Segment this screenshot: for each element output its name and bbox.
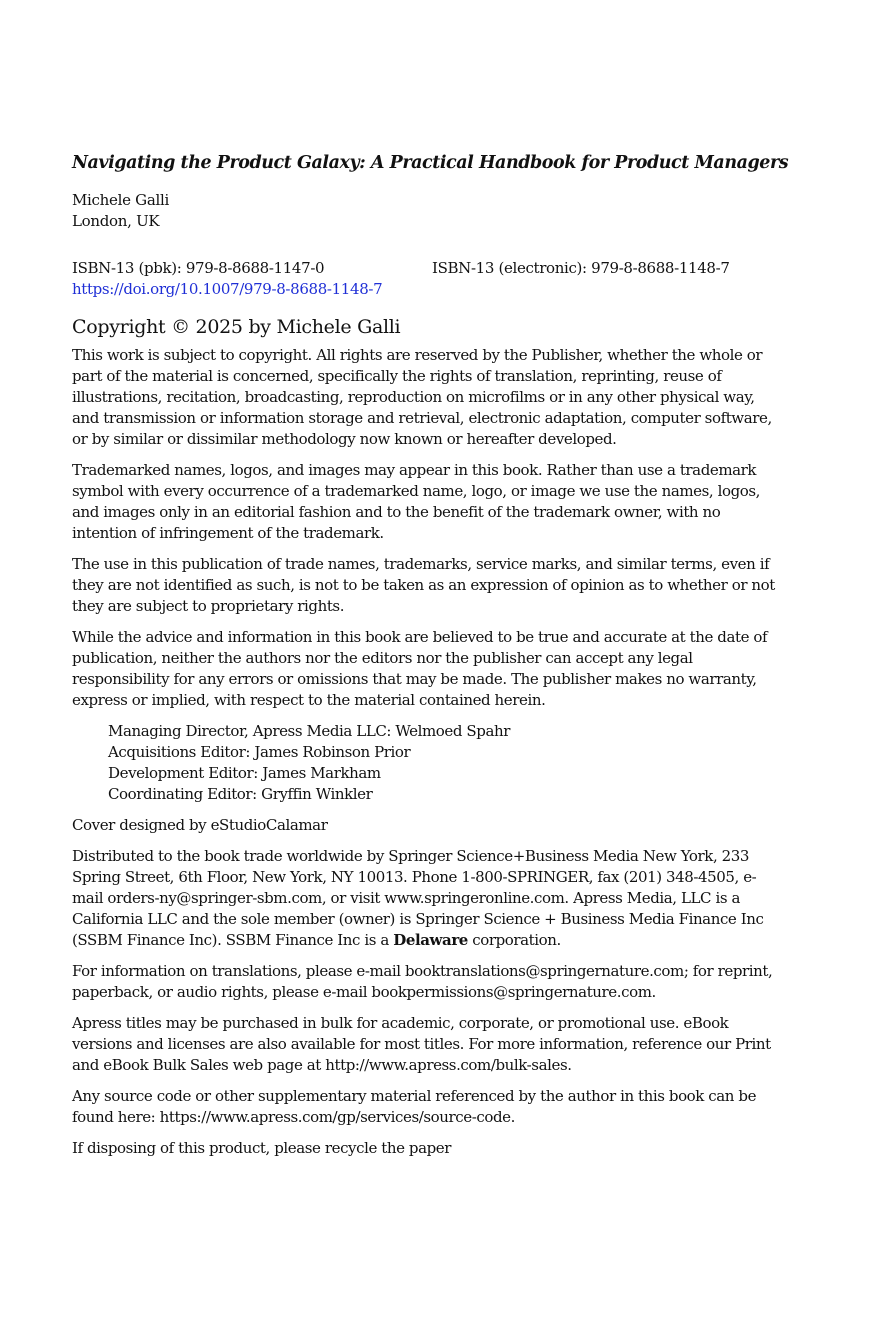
distribution-text: Distributed to the book trade worldwide by Springer Science+Business Media New York, 233 Spring Street, 6th Floor, New York, NY 10013. Phone 1-800-SPRINGER, fax (201) 348-4505, e-mail orders-ny@springer-sbm.com, or visit www.springeronline.com. Apress Media, LLC is a California LLC and the sole member (owner) is Springer Science + Business Media Finance Inc (SSBM Finance Inc). SSBM Finance Inc is a <box>72 847 764 949</box>
book-title: Navigating the Product Galaxy: A Practical Handbook for Product Managers <box>72 153 789 173</box>
credit-coordinating-editor: Coordinating Editor: Gryffin Winkler <box>108 785 373 803</box>
disclaimer-paragraph: While the advice and information in this book are believed to be true and accurate at the date of publication, neither the authors nor the editors nor the publisher can accept any legal responsibility for any errors or omissions that may be made. The publisher makes no warranty, express or implied, with respect to the material contained herein. <box>72 628 768 709</box>
credits-list <box>108 721 778 805</box>
doi-link[interactable]: https://doi.org/10.1007/979-8-8688-1148-7 <box>72 280 383 298</box>
isbn-electronic: ISBN-13 (electronic): 979-8-8688-1148-7 <box>432 259 730 277</box>
distribution-text-end: corporation. <box>467 931 561 949</box>
credit-development-editor: Development Editor: James Markham <box>108 764 381 782</box>
source-code-paragraph: Any source code or other supplementary material referenced by the author in this book can be found here: https://www.apress.com/gp/services/source-code. <box>72 1087 757 1126</box>
distribution-paragraph <box>72 846 778 951</box>
isbn-row <box>72 258 778 279</box>
cover-credit: Cover designed by eStudioCalamar <box>72 816 328 834</box>
distribution-state: Delaware <box>393 931 468 949</box>
isbn-pbk: ISBN-13 (pbk): 979-8-8688-1147-0 <box>72 259 325 277</box>
copyright-heading: Copyright © 2025 by Michele Galli <box>72 316 401 338</box>
translations-paragraph: For information on translations, please e-mail booktranslations@springernature.com; for reprint, paperback, or audio rights, please e-mail bookpermissions@springernature.com. <box>72 962 773 1001</box>
recycle-note: If disposing of this product, please recycle the paper <box>72 1139 452 1157</box>
copyright-paragraph: This work is subject to copyright. All rights are reserved by the Publisher, whether the whole or part of the material is concerned, specifically the rights of translation, reprinting, reuse of illustrations, recitation, broadcasting, reproduction on microfilms or in any other physical way, and transmission or information storage and retrieval, electronic adaptation, computer software, or by similar or dissimilar methodology now known or hereafter developed. <box>72 346 772 448</box>
author-block <box>72 190 778 232</box>
copyright-page <box>72 150 789 1169</box>
trade-names-paragraph: The use in this publication of trade names, trademarks, service marks, and similar terms, even if they are not identified as such, is not to be taken as an expression of opinion as to whether or not they are subject to proprietary rights. <box>72 555 775 615</box>
author-name: Michele Galli <box>72 191 169 209</box>
credit-managing-director: Managing Director, Apress Media LLC: Welmoed Spahr <box>108 722 510 740</box>
author-location: London, UK <box>72 212 160 230</box>
bulk-sales-paragraph: Apress titles may be purchased in bulk for academic, corporate, or promotional use. eBook versions and licenses are also available for most titles. For more information, reference our Print and eBook Bulk Sales web page at http://www.apress.com/bulk-sales. <box>72 1014 771 1074</box>
trademark-paragraph: Trademarked names, logos, and images may appear in this book. Rather than use a trademark symbol with every occurrence of a trademarked name, logo, or image we use the names, logos, and images only in an editorial fashion and to the benefit of the trademark owner, with no intention of infringement of the trademark. <box>72 461 760 542</box>
credit-acquisitions-editor: Acquisitions Editor: James Robinson Prior <box>108 743 411 761</box>
